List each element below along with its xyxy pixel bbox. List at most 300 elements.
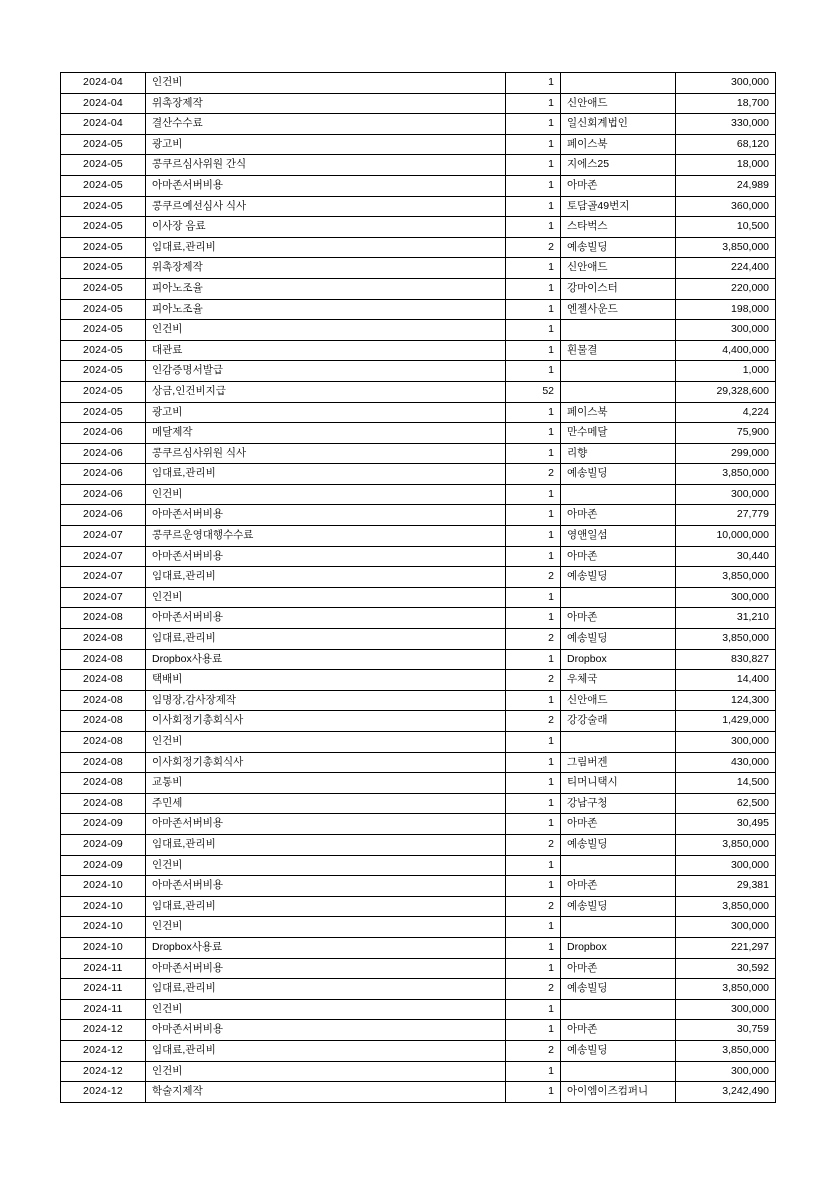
cell-date: 2024-08 xyxy=(61,793,146,814)
cell-quantity: 1 xyxy=(506,958,561,979)
cell-quantity: 1 xyxy=(506,402,561,423)
cell-quantity: 1 xyxy=(506,134,561,155)
cell-vendor: 아마존 xyxy=(561,175,676,196)
cell-date: 2024-09 xyxy=(61,855,146,876)
cell-vendor: 예송빌딩 xyxy=(561,896,676,917)
cell-quantity: 1 xyxy=(506,320,561,341)
cell-date: 2024-12 xyxy=(61,1061,146,1082)
cell-item: 임명장,감사장제작 xyxy=(146,690,506,711)
cell-item: 인건비 xyxy=(146,1061,506,1082)
table-row xyxy=(61,732,776,753)
cell-quantity: 2 xyxy=(506,896,561,917)
cell-vendor: 토담골49번지 xyxy=(561,196,676,217)
cell-quantity: 1 xyxy=(506,299,561,320)
cell-item: 인건비 xyxy=(146,999,506,1020)
cell-item: 주민세 xyxy=(146,793,506,814)
cell-item: 교통비 xyxy=(146,773,506,794)
cell-amount: 300,000 xyxy=(676,320,776,341)
table-row xyxy=(61,505,776,526)
table-row xyxy=(61,1061,776,1082)
cell-amount: 31,210 xyxy=(676,608,776,629)
cell-vendor: 신안애드 xyxy=(561,258,676,279)
table-row xyxy=(61,402,776,423)
cell-quantity: 1 xyxy=(506,93,561,114)
table-row xyxy=(61,608,776,629)
cell-date: 2024-11 xyxy=(61,958,146,979)
cell-quantity: 1 xyxy=(506,340,561,361)
cell-date: 2024-07 xyxy=(61,526,146,547)
table-row xyxy=(61,217,776,238)
cell-quantity: 1 xyxy=(506,690,561,711)
cell-item: 아마존서버비용 xyxy=(146,546,506,567)
cell-item: 피아노조율 xyxy=(146,278,506,299)
table-row xyxy=(61,587,776,608)
table-row xyxy=(61,979,776,1000)
cell-quantity: 1 xyxy=(506,608,561,629)
table-row xyxy=(61,629,776,650)
cell-item: 임대료,관리비 xyxy=(146,237,506,258)
cell-amount: 3,850,000 xyxy=(676,237,776,258)
cell-vendor: 일신회계법인 xyxy=(561,114,676,135)
cell-quantity: 1 xyxy=(506,732,561,753)
cell-item: 임대료,관리비 xyxy=(146,896,506,917)
cell-quantity: 1 xyxy=(506,546,561,567)
cell-date: 2024-08 xyxy=(61,752,146,773)
cell-vendor: 아마존 xyxy=(561,814,676,835)
cell-vendor: 티머니택시 xyxy=(561,773,676,794)
cell-amount: 300,000 xyxy=(676,855,776,876)
table-row xyxy=(61,196,776,217)
table-row xyxy=(61,917,776,938)
cell-amount: 221,297 xyxy=(676,937,776,958)
cell-amount: 30,440 xyxy=(676,546,776,567)
table-row xyxy=(61,1082,776,1103)
cell-vendor xyxy=(561,73,676,94)
cell-amount: 14,500 xyxy=(676,773,776,794)
cell-vendor: 예송빌딩 xyxy=(561,237,676,258)
cell-item: 피아노조율 xyxy=(146,299,506,320)
cell-vendor: 아마존 xyxy=(561,1020,676,1041)
cell-item: 광고비 xyxy=(146,402,506,423)
cell-vendor xyxy=(561,381,676,402)
cell-amount: 30,592 xyxy=(676,958,776,979)
cell-vendor: 예송빌딩 xyxy=(561,567,676,588)
cell-amount: 300,000 xyxy=(676,73,776,94)
cell-quantity: 1 xyxy=(506,1061,561,1082)
cell-vendor: 흰물결 xyxy=(561,340,676,361)
cell-item: 인감증명서발급 xyxy=(146,361,506,382)
cell-quantity: 1 xyxy=(506,1020,561,1041)
table-row xyxy=(61,155,776,176)
cell-date: 2024-05 xyxy=(61,196,146,217)
cell-quantity: 2 xyxy=(506,670,561,691)
cell-date: 2024-05 xyxy=(61,320,146,341)
cell-quantity: 2 xyxy=(506,979,561,1000)
cell-amount: 3,850,000 xyxy=(676,464,776,485)
cell-date: 2024-08 xyxy=(61,670,146,691)
cell-item: 콩쿠르심사위원 식사 xyxy=(146,443,506,464)
cell-date: 2024-05 xyxy=(61,258,146,279)
cell-date: 2024-05 xyxy=(61,217,146,238)
cell-vendor: 강마이스터 xyxy=(561,278,676,299)
cell-amount: 124,300 xyxy=(676,690,776,711)
cell-vendor: 아마존 xyxy=(561,546,676,567)
cell-amount: 29,328,600 xyxy=(676,381,776,402)
cell-quantity: 1 xyxy=(506,937,561,958)
cell-vendor xyxy=(561,732,676,753)
cell-date: 2024-07 xyxy=(61,546,146,567)
cell-amount: 29,381 xyxy=(676,876,776,897)
cell-quantity: 1 xyxy=(506,773,561,794)
table-row xyxy=(61,484,776,505)
cell-quantity: 1 xyxy=(506,1082,561,1103)
cell-date: 2024-05 xyxy=(61,361,146,382)
cell-amount: 300,000 xyxy=(676,1061,776,1082)
cell-date: 2024-05 xyxy=(61,278,146,299)
cell-date: 2024-12 xyxy=(61,1020,146,1041)
cell-date: 2024-08 xyxy=(61,732,146,753)
cell-quantity: 2 xyxy=(506,711,561,732)
cell-item: 임대료,관리비 xyxy=(146,629,506,650)
cell-vendor xyxy=(561,917,676,938)
cell-amount: 4,224 xyxy=(676,402,776,423)
cell-quantity: 2 xyxy=(506,464,561,485)
cell-item: 이사회정기총회식사 xyxy=(146,711,506,732)
cell-amount: 3,850,000 xyxy=(676,979,776,1000)
cell-date: 2024-08 xyxy=(61,690,146,711)
cell-date: 2024-07 xyxy=(61,587,146,608)
cell-vendor: 아이엠이즈컴퍼니 xyxy=(561,1082,676,1103)
cell-quantity: 1 xyxy=(506,73,561,94)
cell-item: 위촉장제작 xyxy=(146,93,506,114)
cell-quantity: 1 xyxy=(506,361,561,382)
cell-amount: 300,000 xyxy=(676,917,776,938)
cell-vendor: 엔젤사운드 xyxy=(561,299,676,320)
cell-amount: 14,400 xyxy=(676,670,776,691)
cell-vendor: 예송빌딩 xyxy=(561,464,676,485)
table-row xyxy=(61,649,776,670)
cell-amount: 300,000 xyxy=(676,587,776,608)
cell-vendor: 지에스25 xyxy=(561,155,676,176)
cell-date: 2024-10 xyxy=(61,896,146,917)
cell-quantity: 1 xyxy=(506,175,561,196)
cell-vendor: 신안애드 xyxy=(561,93,676,114)
cell-vendor: 강강술래 xyxy=(561,711,676,732)
cell-amount: 830,827 xyxy=(676,649,776,670)
table-row xyxy=(61,114,776,135)
table-row xyxy=(61,381,776,402)
cell-vendor xyxy=(561,320,676,341)
cell-amount: 3,242,490 xyxy=(676,1082,776,1103)
cell-vendor xyxy=(561,999,676,1020)
cell-amount: 300,000 xyxy=(676,732,776,753)
cell-vendor: 예송빌딩 xyxy=(561,834,676,855)
cell-amount: 300,000 xyxy=(676,484,776,505)
table-row xyxy=(61,937,776,958)
cell-date: 2024-06 xyxy=(61,423,146,444)
cell-quantity: 1 xyxy=(506,752,561,773)
cell-quantity: 1 xyxy=(506,278,561,299)
cell-amount: 300,000 xyxy=(676,999,776,1020)
cell-date: 2024-05 xyxy=(61,175,146,196)
cell-quantity: 2 xyxy=(506,567,561,588)
cell-item: 임대료,관리비 xyxy=(146,464,506,485)
table-row xyxy=(61,814,776,835)
cell-date: 2024-04 xyxy=(61,114,146,135)
ledger-body xyxy=(61,73,776,1103)
cell-vendor: 강남구청 xyxy=(561,793,676,814)
cell-date: 2024-08 xyxy=(61,629,146,650)
cell-item: 콩쿠르심사위원 간식 xyxy=(146,155,506,176)
cell-item: 학술지제작 xyxy=(146,1082,506,1103)
cell-item: 임대료,관리비 xyxy=(146,979,506,1000)
cell-vendor: 아마존 xyxy=(561,876,676,897)
table-row xyxy=(61,773,776,794)
cell-quantity: 2 xyxy=(506,629,561,650)
cell-vendor: 그림버겐 xyxy=(561,752,676,773)
cell-amount: 27,779 xyxy=(676,505,776,526)
cell-amount: 3,850,000 xyxy=(676,1040,776,1061)
cell-amount: 18,000 xyxy=(676,155,776,176)
cell-amount: 220,000 xyxy=(676,278,776,299)
cell-vendor: 예송빌딩 xyxy=(561,629,676,650)
cell-item: 아마존서버비용 xyxy=(146,876,506,897)
table-row xyxy=(61,175,776,196)
cell-vendor xyxy=(561,484,676,505)
cell-amount: 330,000 xyxy=(676,114,776,135)
cell-date: 2024-05 xyxy=(61,134,146,155)
cell-date: 2024-06 xyxy=(61,443,146,464)
table-row xyxy=(61,361,776,382)
cell-item: 임대료,관리비 xyxy=(146,567,506,588)
table-row xyxy=(61,443,776,464)
cell-item: Dropbox사용료 xyxy=(146,937,506,958)
cell-vendor xyxy=(561,1061,676,1082)
cell-amount: 30,495 xyxy=(676,814,776,835)
table-row xyxy=(61,134,776,155)
table-row xyxy=(61,546,776,567)
cell-item: 상금,인건비지급 xyxy=(146,381,506,402)
cell-date: 2024-08 xyxy=(61,649,146,670)
cell-date: 2024-11 xyxy=(61,999,146,1020)
cell-amount: 224,400 xyxy=(676,258,776,279)
cell-quantity: 1 xyxy=(506,423,561,444)
table-row xyxy=(61,423,776,444)
cell-date: 2024-05 xyxy=(61,155,146,176)
cell-quantity: 1 xyxy=(506,917,561,938)
cell-vendor: 스타벅스 xyxy=(561,217,676,238)
cell-item: 광고비 xyxy=(146,134,506,155)
cell-date: 2024-04 xyxy=(61,93,146,114)
cell-date: 2024-12 xyxy=(61,1040,146,1061)
cell-quantity: 1 xyxy=(506,793,561,814)
cell-item: 아마존서버비용 xyxy=(146,814,506,835)
cell-date: 2024-08 xyxy=(61,711,146,732)
cell-date: 2024-08 xyxy=(61,773,146,794)
table-row xyxy=(61,670,776,691)
cell-quantity: 1 xyxy=(506,505,561,526)
cell-quantity: 1 xyxy=(506,484,561,505)
cell-date: 2024-05 xyxy=(61,340,146,361)
cell-item: 결산수수료 xyxy=(146,114,506,135)
cell-date: 2024-06 xyxy=(61,484,146,505)
cell-date: 2024-09 xyxy=(61,814,146,835)
table-row xyxy=(61,793,776,814)
cell-vendor: 아마존 xyxy=(561,958,676,979)
cell-quantity: 1 xyxy=(506,114,561,135)
cell-quantity: 1 xyxy=(506,999,561,1020)
cell-date: 2024-06 xyxy=(61,505,146,526)
cell-amount: 360,000 xyxy=(676,196,776,217)
cell-item: 아마존서버비용 xyxy=(146,608,506,629)
table-row xyxy=(61,93,776,114)
table-row xyxy=(61,999,776,1020)
cell-date: 2024-10 xyxy=(61,917,146,938)
cell-date: 2024-08 xyxy=(61,608,146,629)
cell-item: 인건비 xyxy=(146,484,506,505)
cell-amount: 1,429,000 xyxy=(676,711,776,732)
cell-item: Dropbox사용료 xyxy=(146,649,506,670)
cell-quantity: 1 xyxy=(506,217,561,238)
cell-amount: 68,120 xyxy=(676,134,776,155)
expense-ledger-table xyxy=(60,72,776,1103)
cell-date: 2024-07 xyxy=(61,567,146,588)
cell-amount: 10,500 xyxy=(676,217,776,238)
cell-item: 콩쿠르운영대행수수료 xyxy=(146,526,506,547)
cell-amount: 24,989 xyxy=(676,175,776,196)
cell-item: 택배비 xyxy=(146,670,506,691)
cell-amount: 3,850,000 xyxy=(676,896,776,917)
table-row xyxy=(61,340,776,361)
cell-amount: 3,850,000 xyxy=(676,567,776,588)
cell-quantity: 2 xyxy=(506,237,561,258)
cell-item: 위촉장제작 xyxy=(146,258,506,279)
cell-amount: 10,000,000 xyxy=(676,526,776,547)
cell-vendor: 페이스북 xyxy=(561,134,676,155)
cell-item: 인건비 xyxy=(146,917,506,938)
cell-quantity: 1 xyxy=(506,814,561,835)
cell-amount: 198,000 xyxy=(676,299,776,320)
cell-vendor: 아마존 xyxy=(561,505,676,526)
cell-item: 이사회정기총회식사 xyxy=(146,752,506,773)
cell-vendor: 예송빌딩 xyxy=(561,1040,676,1061)
cell-vendor: 영앤일섬 xyxy=(561,526,676,547)
cell-amount: 62,500 xyxy=(676,793,776,814)
table-row xyxy=(61,299,776,320)
cell-date: 2024-10 xyxy=(61,876,146,897)
cell-vendor: Dropbox xyxy=(561,649,676,670)
cell-quantity: 2 xyxy=(506,1040,561,1061)
table-row xyxy=(61,834,776,855)
cell-quantity: 1 xyxy=(506,526,561,547)
cell-date: 2024-10 xyxy=(61,937,146,958)
cell-vendor xyxy=(561,855,676,876)
cell-item: 인건비 xyxy=(146,73,506,94)
cell-date: 2024-06 xyxy=(61,464,146,485)
table-row xyxy=(61,855,776,876)
table-row xyxy=(61,567,776,588)
cell-amount: 30,759 xyxy=(676,1020,776,1041)
cell-quantity: 1 xyxy=(506,649,561,670)
cell-item: 이사장 음료 xyxy=(146,217,506,238)
cell-date: 2024-09 xyxy=(61,834,146,855)
table-row xyxy=(61,1040,776,1061)
cell-quantity: 1 xyxy=(506,876,561,897)
cell-amount: 430,000 xyxy=(676,752,776,773)
cell-item: 아마존서버비용 xyxy=(146,1020,506,1041)
table-row xyxy=(61,464,776,485)
cell-date: 2024-12 xyxy=(61,1082,146,1103)
cell-quantity: 1 xyxy=(506,443,561,464)
table-row xyxy=(61,237,776,258)
cell-quantity: 2 xyxy=(506,834,561,855)
cell-vendor: 리향 xyxy=(561,443,676,464)
table-row xyxy=(61,711,776,732)
cell-date: 2024-05 xyxy=(61,237,146,258)
cell-quantity: 52 xyxy=(506,381,561,402)
table-row xyxy=(61,876,776,897)
cell-vendor: 우체국 xyxy=(561,670,676,691)
table-row xyxy=(61,752,776,773)
table-row xyxy=(61,896,776,917)
cell-vendor: 예송빌딩 xyxy=(561,979,676,1000)
cell-amount: 3,850,000 xyxy=(676,629,776,650)
cell-vendor: Dropbox xyxy=(561,937,676,958)
table-row xyxy=(61,73,776,94)
cell-amount: 18,700 xyxy=(676,93,776,114)
cell-quantity: 1 xyxy=(506,155,561,176)
cell-date: 2024-05 xyxy=(61,381,146,402)
cell-vendor xyxy=(561,587,676,608)
cell-item: 아마존서버비용 xyxy=(146,958,506,979)
cell-amount: 299,000 xyxy=(676,443,776,464)
cell-item: 아마존서버비용 xyxy=(146,175,506,196)
cell-vendor: 신안애드 xyxy=(561,690,676,711)
cell-item: 인건비 xyxy=(146,855,506,876)
cell-item: 아마존서버비용 xyxy=(146,505,506,526)
cell-item: 인건비 xyxy=(146,320,506,341)
cell-quantity: 1 xyxy=(506,587,561,608)
table-row xyxy=(61,278,776,299)
cell-quantity: 1 xyxy=(506,196,561,217)
table-row xyxy=(61,320,776,341)
cell-quantity: 1 xyxy=(506,855,561,876)
table-row xyxy=(61,690,776,711)
cell-item: 인건비 xyxy=(146,587,506,608)
cell-item: 인건비 xyxy=(146,732,506,753)
cell-amount: 75,900 xyxy=(676,423,776,444)
table-row xyxy=(61,526,776,547)
cell-quantity: 1 xyxy=(506,258,561,279)
cell-item: 임대료,관리비 xyxy=(146,1040,506,1061)
cell-vendor xyxy=(561,361,676,382)
cell-amount: 3,850,000 xyxy=(676,834,776,855)
cell-vendor: 만수메달 xyxy=(561,423,676,444)
table-row xyxy=(61,958,776,979)
cell-item: 대관료 xyxy=(146,340,506,361)
cell-vendor: 아마존 xyxy=(561,608,676,629)
cell-date: 2024-05 xyxy=(61,299,146,320)
cell-item: 임대료,관리비 xyxy=(146,834,506,855)
cell-item: 콩쿠르예선심사 식사 xyxy=(146,196,506,217)
table-row xyxy=(61,258,776,279)
cell-date: 2024-04 xyxy=(61,73,146,94)
cell-date: 2024-05 xyxy=(61,402,146,423)
cell-amount: 4,400,000 xyxy=(676,340,776,361)
cell-date: 2024-11 xyxy=(61,979,146,1000)
cell-item: 메달제작 xyxy=(146,423,506,444)
cell-amount: 1,000 xyxy=(676,361,776,382)
